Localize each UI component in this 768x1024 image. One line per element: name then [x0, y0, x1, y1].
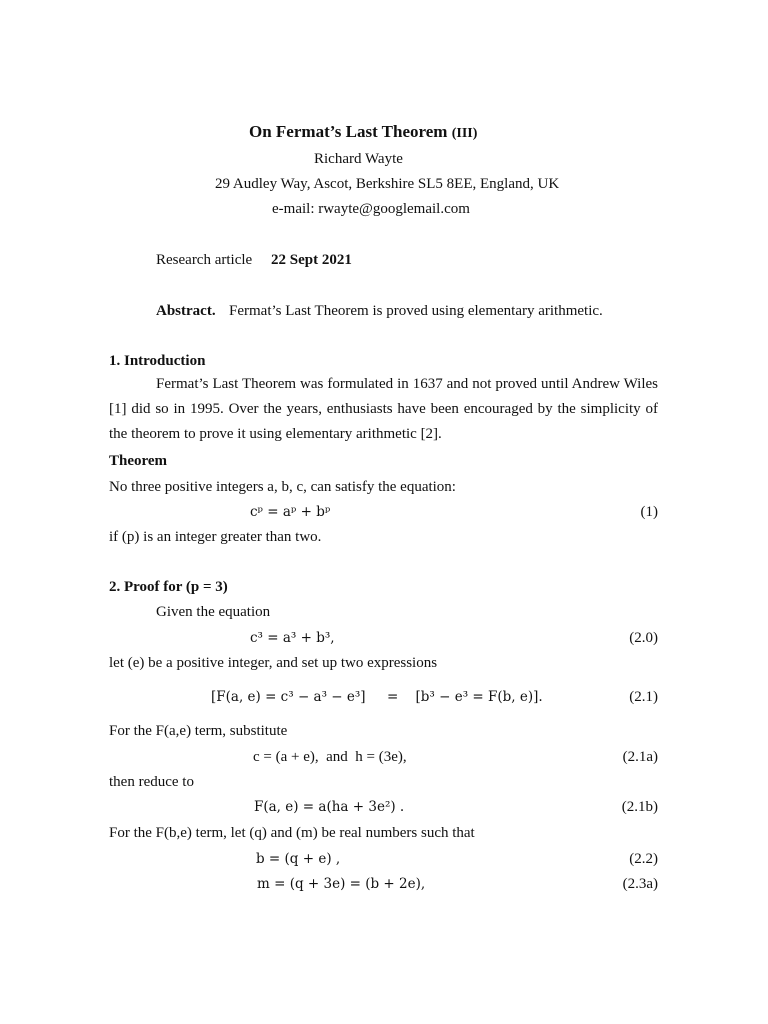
let-e-text: let (e) be a positive integer, and set up two expressions — [109, 655, 438, 671]
paper-title — [249, 123, 477, 143]
equation-1: cᵖ = aᵖ + bᵖ — [250, 504, 331, 520]
equation-2-1: [F(a, e) = c³ − a³ − e³] = [b³ − e³ = F(b, e)]. — [211, 689, 543, 705]
abstract-text: Fermat’s Last Theorem is proved using elementary arithmetic. — [229, 303, 603, 319]
equation-2-1a: c = (a + e), and h = (3e), — [253, 749, 407, 765]
equation-2-0-number: (2.0) — [629, 630, 658, 646]
title-text: On Fermat’s Last Theorem — [249, 122, 448, 141]
equation-2-1-number: (2.1) — [629, 689, 658, 705]
equation-2-3a: m = (q + 3e) = (b + 2e), — [257, 876, 426, 892]
equation-2-2-number: (2.2) — [629, 851, 658, 867]
theorem-text: No three positive integers a, b, c, can satisfy the equation: — [109, 479, 456, 495]
theorem-condition: if (p) is an integer greater than two. — [109, 529, 322, 545]
article-date: 22 Sept 2021 — [271, 252, 352, 268]
equation-2-1a-number: (2.1a) — [622, 749, 658, 765]
fae-term-text: For the F(a,e) term, substitute — [109, 723, 288, 739]
fbe-term-text: For the F(b,e) term, let (q) and (m) be real numbers such that — [109, 825, 475, 841]
section-heading-introduction: 1. Introduction — [109, 353, 206, 369]
author-email: e-mail: rwayte@googlemail.com — [272, 201, 470, 217]
article-type: Research article — [156, 252, 253, 268]
author-name: Richard Wayte — [314, 151, 403, 167]
section-heading-proof: 2. Proof for (p = 3) — [109, 579, 228, 595]
equation-2-3a-number: (2.3a) — [622, 876, 658, 892]
reduce-text: then reduce to — [109, 774, 194, 790]
equation-2-0: c³ = a³ + b³, — [250, 630, 335, 646]
introduction-paragraph — [109, 372, 658, 447]
equation-2-1b: F(a, e) = a(ha + 3e²) . — [254, 799, 405, 815]
given-text: Given the equation — [156, 604, 271, 620]
theorem-label: Theorem — [109, 453, 168, 469]
introduction-text: Fermat’s Last Theorem was formulated in 1637 and not proved until Andrew Wiles [1] did so in 1995. Over the years, enthusiasts have been encouraged by the simplicity of the theorem to prove it using elementary arithmetic [2]. — [109, 376, 658, 442]
abstract-label: Abstract. — [156, 303, 216, 319]
equation-2-2: b = (q + e) , — [256, 851, 341, 867]
equation-2-1b-number: (2.1b) — [621, 799, 658, 815]
title-suffix: (III) — [451, 126, 478, 141]
equation-1-number: (1) — [640, 504, 658, 520]
author-address: 29 Audley Way, Ascot, Berkshire SL5 8EE, England, UK — [215, 176, 560, 192]
